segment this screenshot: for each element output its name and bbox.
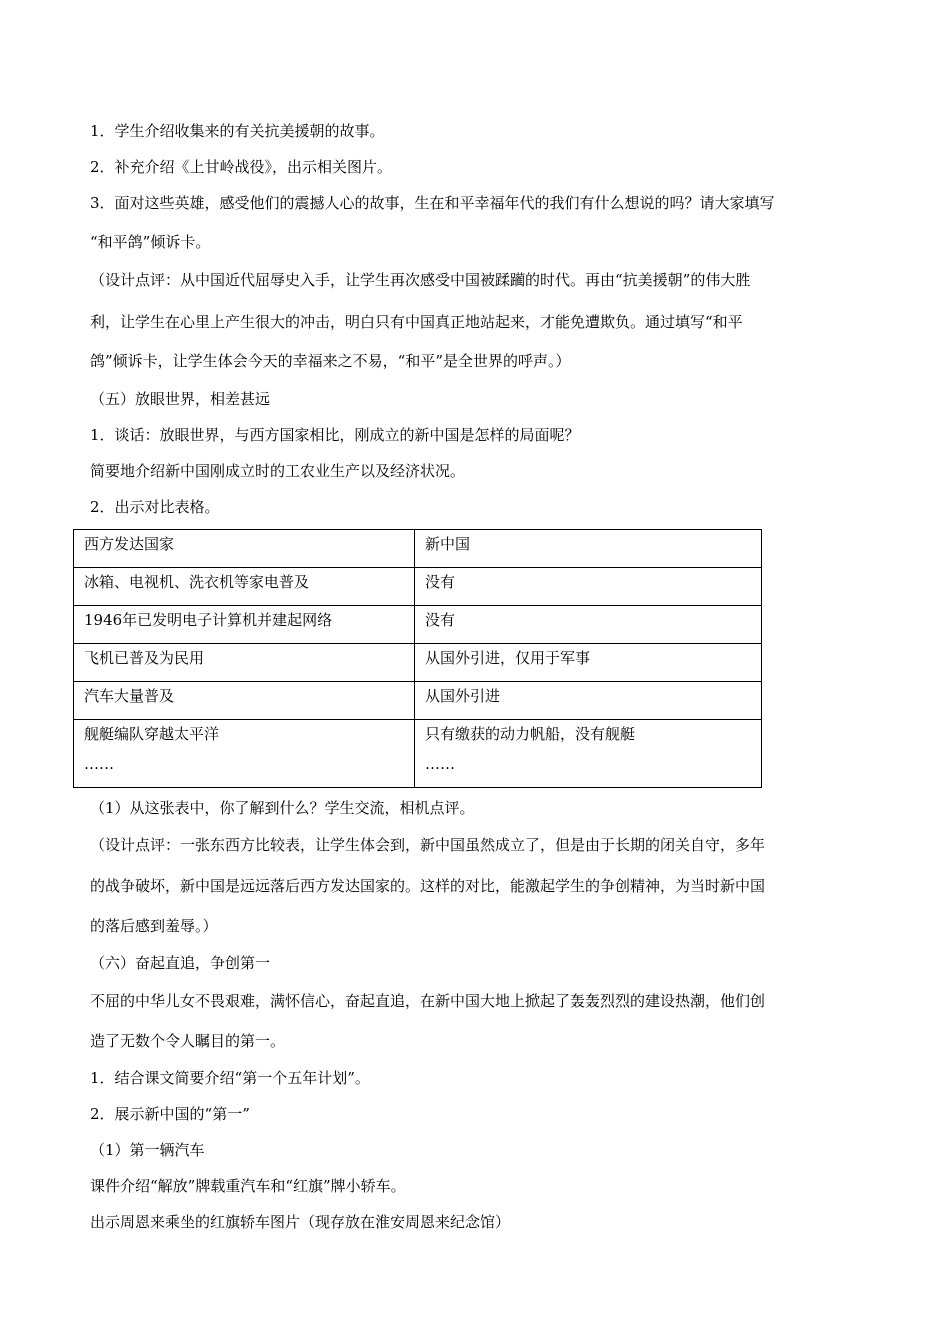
paragraph-line: 2．补充介绍《上甘岭战役》，出示相关图片。 [90, 158, 393, 176]
design-comment-line: 的落后感到羞辱。） [90, 917, 218, 935]
section-heading: （五）放眼世界，相差甚远 [90, 390, 271, 408]
table-cell: 冰箱、电视机、洗衣机等家电普及 [74, 568, 415, 606]
table-row [74, 720, 762, 788]
table-row [74, 682, 762, 720]
table-cell: 飞机已普及为民用 [74, 644, 415, 682]
table-cell: 没有 [415, 606, 762, 644]
paragraph-line: （1）第一辆汽车 [90, 1141, 205, 1159]
table-row [74, 644, 762, 682]
table-row [74, 530, 762, 568]
table-ellipsis: …… [84, 755, 114, 773]
paragraph-line: 1．学生介绍收集来的有关抗美援朝的故事。 [90, 122, 385, 140]
table-header-cell: 新中国 [415, 530, 762, 568]
paragraph-line: 课件介绍“解放”牌载重汽车和“红旗”牌小轿车。 [90, 1177, 406, 1195]
paragraph-line: 造了无数个令人瞩目的第一。 [90, 1032, 286, 1050]
table-cell-text: 只有缴获的动力帆船，没有舰艇 [425, 725, 636, 743]
table-cell [74, 720, 415, 788]
table-cell: 汽车大量普及 [74, 682, 415, 720]
table-cell: 从国外引进 [415, 682, 762, 720]
design-comment-line: 利，让学生在心里上产生很大的冲击，明白只有中国真正地站起来，才能免遭欺负。通过填写“和平 [90, 313, 743, 331]
table-ellipsis: …… [425, 755, 455, 773]
paragraph-line: 简要地介绍新中国刚成立时的工农业生产以及经济状况。 [90, 462, 466, 480]
paragraph-line: “和平鸽”倾诉卡。 [90, 233, 211, 251]
table-cell-text: 舰艇编队穿越太平洋 [84, 725, 220, 743]
design-comment-line: 鸽”倾诉卡，让学生体会今天的幸福来之不易，“和平”是全世界的呼声。） [90, 352, 571, 370]
comparison-table [73, 529, 762, 788]
table-cell: 没有 [415, 568, 762, 606]
section-heading: （六）奋起直追，争创第一 [90, 954, 271, 972]
design-comment-line: （设计点评：从中国近代屈辱史入手，让学生再次感受中国被蹂躏的时代。再由“抗美援朝”的伟大胜 [90, 271, 751, 289]
paragraph-line: 2．出示对比表格。 [90, 498, 220, 516]
table-row [74, 606, 762, 644]
paragraph-line: 3．面对这些英雄，感受他们的震撼人心的故事，生在和平幸福年代的我们有什么想说的吗？请大家填写 [90, 194, 775, 212]
table-header-cell: 西方发达国家 [74, 530, 415, 568]
paragraph-line: 1．结合课文简要介绍“第一个五年计划”。 [90, 1069, 370, 1087]
design-comment-line: 的战争破坏，新中国是远远落后西方发达国家的。这样的对比，能激起学生的争创精神，为当时新中国 [90, 877, 766, 895]
design-comment-line: （设计点评：一张东西方比较表，让学生体会到，新中国虽然成立了，但是由于长期的闭关自守，多年 [90, 836, 766, 854]
table-cell [415, 720, 762, 788]
paragraph-line: 不屈的中华儿女不畏艰难，满怀信心，奋起直追，在新中国大地上掀起了轰轰烈烈的建设热潮，他们创 [90, 992, 766, 1010]
table-row [74, 568, 762, 606]
paragraph-line: 1．谈话：放眼世界，与西方国家相比，刚成立的新中国是怎样的局面呢？ [90, 426, 580, 444]
table-cell: 1946年已发明电子计算机并建起网络 [74, 606, 415, 644]
paragraph-line: 出示周恩来乘坐的红旗轿车图片（现存放在淮安周恩来纪念馆） [90, 1213, 511, 1231]
paragraph-line: 2．展示新中国的“第一” [90, 1105, 250, 1123]
table-cell: 从国外引进，仅用于军事 [415, 644, 762, 682]
paragraph-line: （1）从这张表中，你了解到什么？学生交流，相机点评。 [90, 799, 475, 817]
